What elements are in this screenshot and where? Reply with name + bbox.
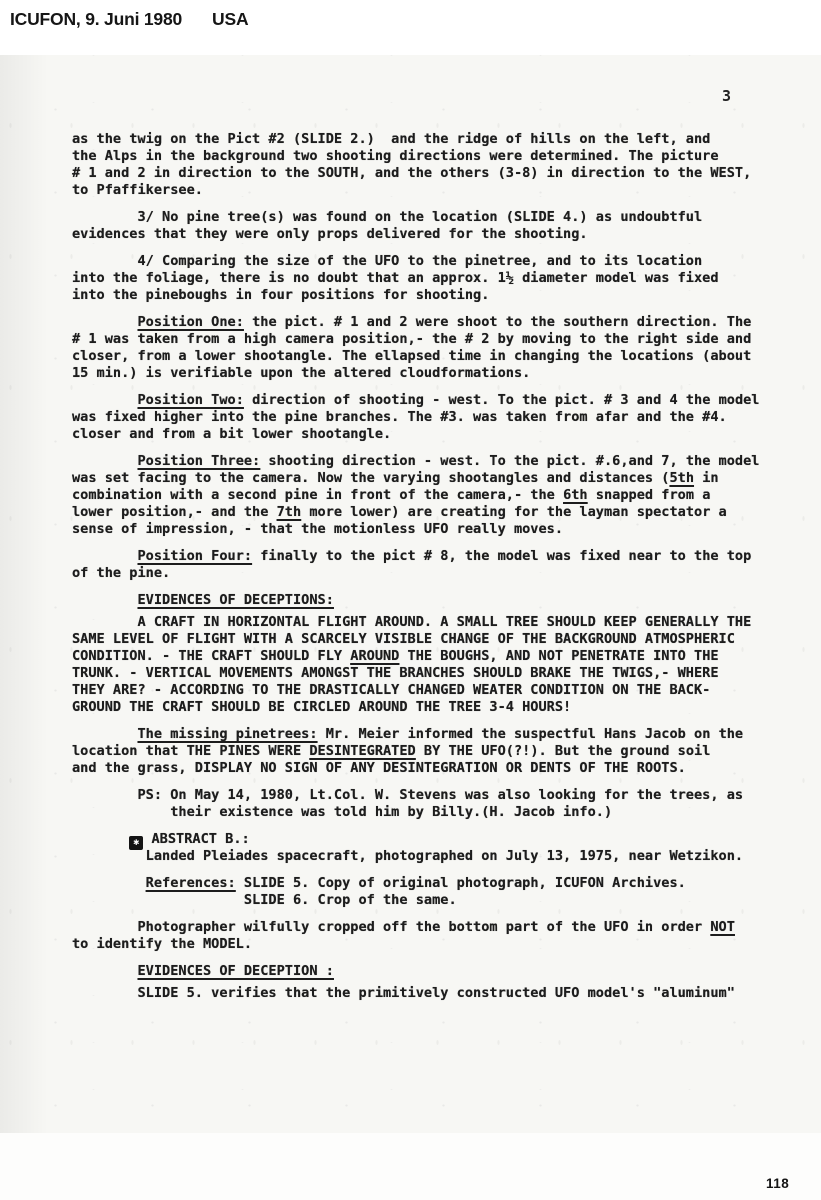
text-segment xyxy=(72,314,137,330)
para-slide5-verifies xyxy=(72,985,821,1002)
text-segment: 3/ No pine tree(s) was found on the location (SLIDE 4.) as undoubtful xyxy=(72,209,703,225)
text-segment: the Alps in the background two shooting directions were determined. The picture xyxy=(72,148,719,164)
text-line xyxy=(72,831,821,848)
text-line xyxy=(72,787,821,804)
text-line xyxy=(72,548,821,565)
text-line xyxy=(72,963,821,980)
text-segment: into the pineboughs in four positions for shooting. xyxy=(72,287,490,303)
text-segment: Landed Pleiades spacecraft, photographed on July 13, 1975, near Wetzikon. xyxy=(72,848,744,864)
underlined-text: Position Three: xyxy=(137,453,261,469)
text-line xyxy=(72,726,821,743)
text-segment: 15 min.) is verifiable upon the altered cloudformations. xyxy=(72,365,531,381)
text-segment: to identify the MODEL. xyxy=(72,936,253,952)
para-point-4 xyxy=(72,253,821,304)
underlined-text: 6th xyxy=(563,487,588,503)
text-segment: to Pfaffikersee. xyxy=(72,182,203,198)
text-line xyxy=(72,365,821,382)
text-segment: closer, from a lower shootangle. The ellapsed time in changing the locations (about xyxy=(72,348,752,364)
text-segment: Mr. Meier informed the suspectful Hans Jacob on the xyxy=(317,726,744,742)
underlined-text: Position Two: xyxy=(137,392,244,408)
text-line xyxy=(72,985,821,1002)
text-segment: was set facing to the camera. Now the varying shootangles and distances ( xyxy=(72,470,670,486)
text-segment xyxy=(72,392,137,408)
text-line xyxy=(72,226,821,243)
para-position-four xyxy=(72,548,821,582)
text-segment: SAME LEVEL OF FLIGHT WITH A SCARCELY VISIBLE CHANGE OF THE BACKGROUND ATMOSPHERIC xyxy=(72,631,735,647)
para-references xyxy=(72,875,821,909)
text-line xyxy=(72,804,821,821)
text-segment xyxy=(72,592,137,608)
header-country: USA xyxy=(212,9,249,29)
text-line xyxy=(72,848,821,865)
para-point-3 xyxy=(72,209,821,243)
text-segment xyxy=(72,875,146,891)
text-segment: SLIDE 6. Crop of the same. xyxy=(72,892,457,908)
text-segment: BY THE UFO(?!). But the ground soil xyxy=(415,743,711,759)
text-line xyxy=(72,131,821,148)
text-segment xyxy=(72,453,137,469)
text-line xyxy=(72,270,821,287)
para-intro xyxy=(72,131,821,199)
text-segment: direction of shooting - west. To the pict. # 3 and 4 the model xyxy=(243,392,760,408)
text-segment: THE BOUGHS, AND NOT PENETRATE INTO THE xyxy=(399,648,719,664)
text-line xyxy=(72,936,821,953)
text-line xyxy=(72,253,821,270)
text-segment: shooting direction - west. To the pict. #.6,and 7, the model xyxy=(260,453,760,469)
text-segment xyxy=(72,726,137,742)
heading-evidences-of-deceptions xyxy=(72,592,821,609)
page-number-top: 3 xyxy=(722,87,732,105)
text-line xyxy=(72,875,821,892)
text-segment: evidences that they were only props delivered for the shooting. xyxy=(72,226,588,242)
para-abstract-b xyxy=(72,831,821,865)
text-segment: PS: On May 14, 1980, Lt.Col. W. Stevens was also looking for the trees, as xyxy=(72,787,744,803)
text-segment: finally to the pict # 8, the model was fixed near to the top xyxy=(252,548,752,564)
underlined-text: Position Four: xyxy=(137,548,253,564)
text-segment: location that THE PINES WERE xyxy=(72,743,310,759)
text-segment: the pict. # 1 and 2 were shoot to the southern direction. The xyxy=(243,314,752,330)
header-source-date: ICUFON, 9. Juni 1980 xyxy=(10,9,183,29)
text-line xyxy=(72,314,821,331)
para-missing-pinetrees xyxy=(72,726,821,777)
text-segment xyxy=(72,963,137,979)
text-line xyxy=(72,743,821,760)
header-bar xyxy=(0,0,821,55)
text-line xyxy=(72,504,821,521)
text-segment: more lower) are creating for the layman spectator a xyxy=(301,504,727,520)
text-line xyxy=(72,565,821,582)
text-line xyxy=(72,165,821,182)
text-segment: as the twig on the Pict #2 (SLIDE 2.) and the ridge of hills on the left, and xyxy=(72,131,711,147)
text-segment: in xyxy=(694,470,719,486)
text-segment: SLIDE 5. verifies that the primitively constructed UFO model's "aluminum" xyxy=(72,985,735,1001)
text-line xyxy=(72,426,821,443)
text-segment: # 1 and 2 in direction to the SOUTH, and the others (3-8) in direction to the WEST, xyxy=(72,165,752,181)
text-segment xyxy=(72,831,129,847)
underlined-text: EVIDENCES OF DECEPTIONS: xyxy=(137,592,334,608)
underlined-text: Position One: xyxy=(137,314,244,330)
text-line xyxy=(72,287,821,304)
para-evidences-body xyxy=(72,614,821,716)
text-line xyxy=(72,470,821,487)
text-segment: Photographer wilfully cropped off the bottom part of the UFO in order xyxy=(72,919,711,935)
text-line xyxy=(72,919,821,936)
para-position-three xyxy=(72,453,821,538)
para-position-two xyxy=(72,392,821,443)
text-line xyxy=(72,453,821,470)
text-line xyxy=(72,182,821,199)
underlined-text: AROUND xyxy=(350,648,400,664)
text-line xyxy=(72,892,821,909)
text-line xyxy=(72,592,821,609)
text-line xyxy=(72,487,821,504)
text-segment: sense of impression, - that the motionless UFO really moves. xyxy=(72,521,564,537)
page-number-bottom: 118 xyxy=(766,1176,790,1191)
underlined-text: DESINTEGRATED xyxy=(309,743,416,759)
text-segment xyxy=(72,548,137,564)
text-segment: GROUND THE CRAFT SHOULD BE CIRCLED AROUND THE TREE 3-4 HOURS! xyxy=(72,699,572,715)
text-segment: their existence was told him by Billy.(H. Jacob info.) xyxy=(72,804,613,820)
text-segment: SLIDE 5. Copy of original photograph, ICUFON Archives. xyxy=(235,875,686,891)
para-ps xyxy=(72,787,821,821)
text-segment: 4/ Comparing the size of the UFO to the pinetree, and to its location xyxy=(72,253,703,269)
text-line xyxy=(72,331,821,348)
text-segment: closer and from a bit lower shootangle. xyxy=(72,426,392,442)
text-line xyxy=(72,648,821,665)
text-line xyxy=(72,521,821,538)
para-position-one xyxy=(72,314,821,382)
text-line xyxy=(72,614,821,631)
text-segment: was fixed higher into the pine branches. The #3. was taken from afar and the #4. xyxy=(72,409,727,425)
star-square-icon: ✱ xyxy=(129,836,143,850)
text-line xyxy=(72,631,821,648)
underlined-text: 7th xyxy=(276,504,302,520)
heading-evidences-of-deception-b xyxy=(72,963,821,980)
text-segment: ABSTRACT B.: xyxy=(143,831,250,847)
text-line xyxy=(72,665,821,682)
scanned-page xyxy=(0,55,821,1133)
text-line xyxy=(72,682,821,699)
text-segment: snapped from a xyxy=(587,487,711,503)
underlined-text: 5th xyxy=(669,470,695,486)
text-segment: combination with a second pine in front of the camera,- the xyxy=(72,487,564,503)
underlined-text: The missing pinetrees: xyxy=(137,726,318,742)
underlined-text: References: xyxy=(145,875,236,891)
text-line xyxy=(72,760,821,777)
text-segment: and the grass, DISPLAY NO SIGN OF ANY DESINTEGRATION OR DENTS OF THE ROOTS. xyxy=(72,760,686,776)
underlined-text: NOT xyxy=(710,919,735,935)
text-line xyxy=(72,699,821,716)
text-line xyxy=(72,392,821,409)
text-segment: CONDITION. - THE CRAFT SHOULD FLY xyxy=(72,648,351,664)
text-segment: TRUNK. - VERTICAL MOVEMENTS AMONGST THE BRANCHES SHOULD BRAKE THE TWIGS,- WHERE xyxy=(72,665,719,681)
text-line xyxy=(72,148,821,165)
document-body xyxy=(0,131,821,1012)
para-photographer xyxy=(72,919,821,953)
text-segment: lower position,- and the xyxy=(72,504,277,520)
text-line xyxy=(72,348,821,365)
text-segment: # 1 was taken from a high camera position,- the # 2 by moving to the right side and xyxy=(72,331,752,347)
text-line xyxy=(72,409,821,426)
text-segment: THEY ARE? - ACCORDING TO THE DRASTICALLY CHANGED WEATER CONDITION ON THE BACK- xyxy=(72,682,711,698)
text-segment: of the pine. xyxy=(72,565,171,581)
text-segment: into the foliage, there is no doubt that an approx. 1½ diameter model was fixed xyxy=(72,270,719,286)
text-line xyxy=(72,209,821,226)
underlined-text: EVIDENCES OF DECEPTION : xyxy=(137,963,334,979)
text-segment: A CRAFT IN HORIZONTAL FLIGHT AROUND. A SMALL TREE SHOULD KEEP GENERALLY THE xyxy=(72,614,752,630)
